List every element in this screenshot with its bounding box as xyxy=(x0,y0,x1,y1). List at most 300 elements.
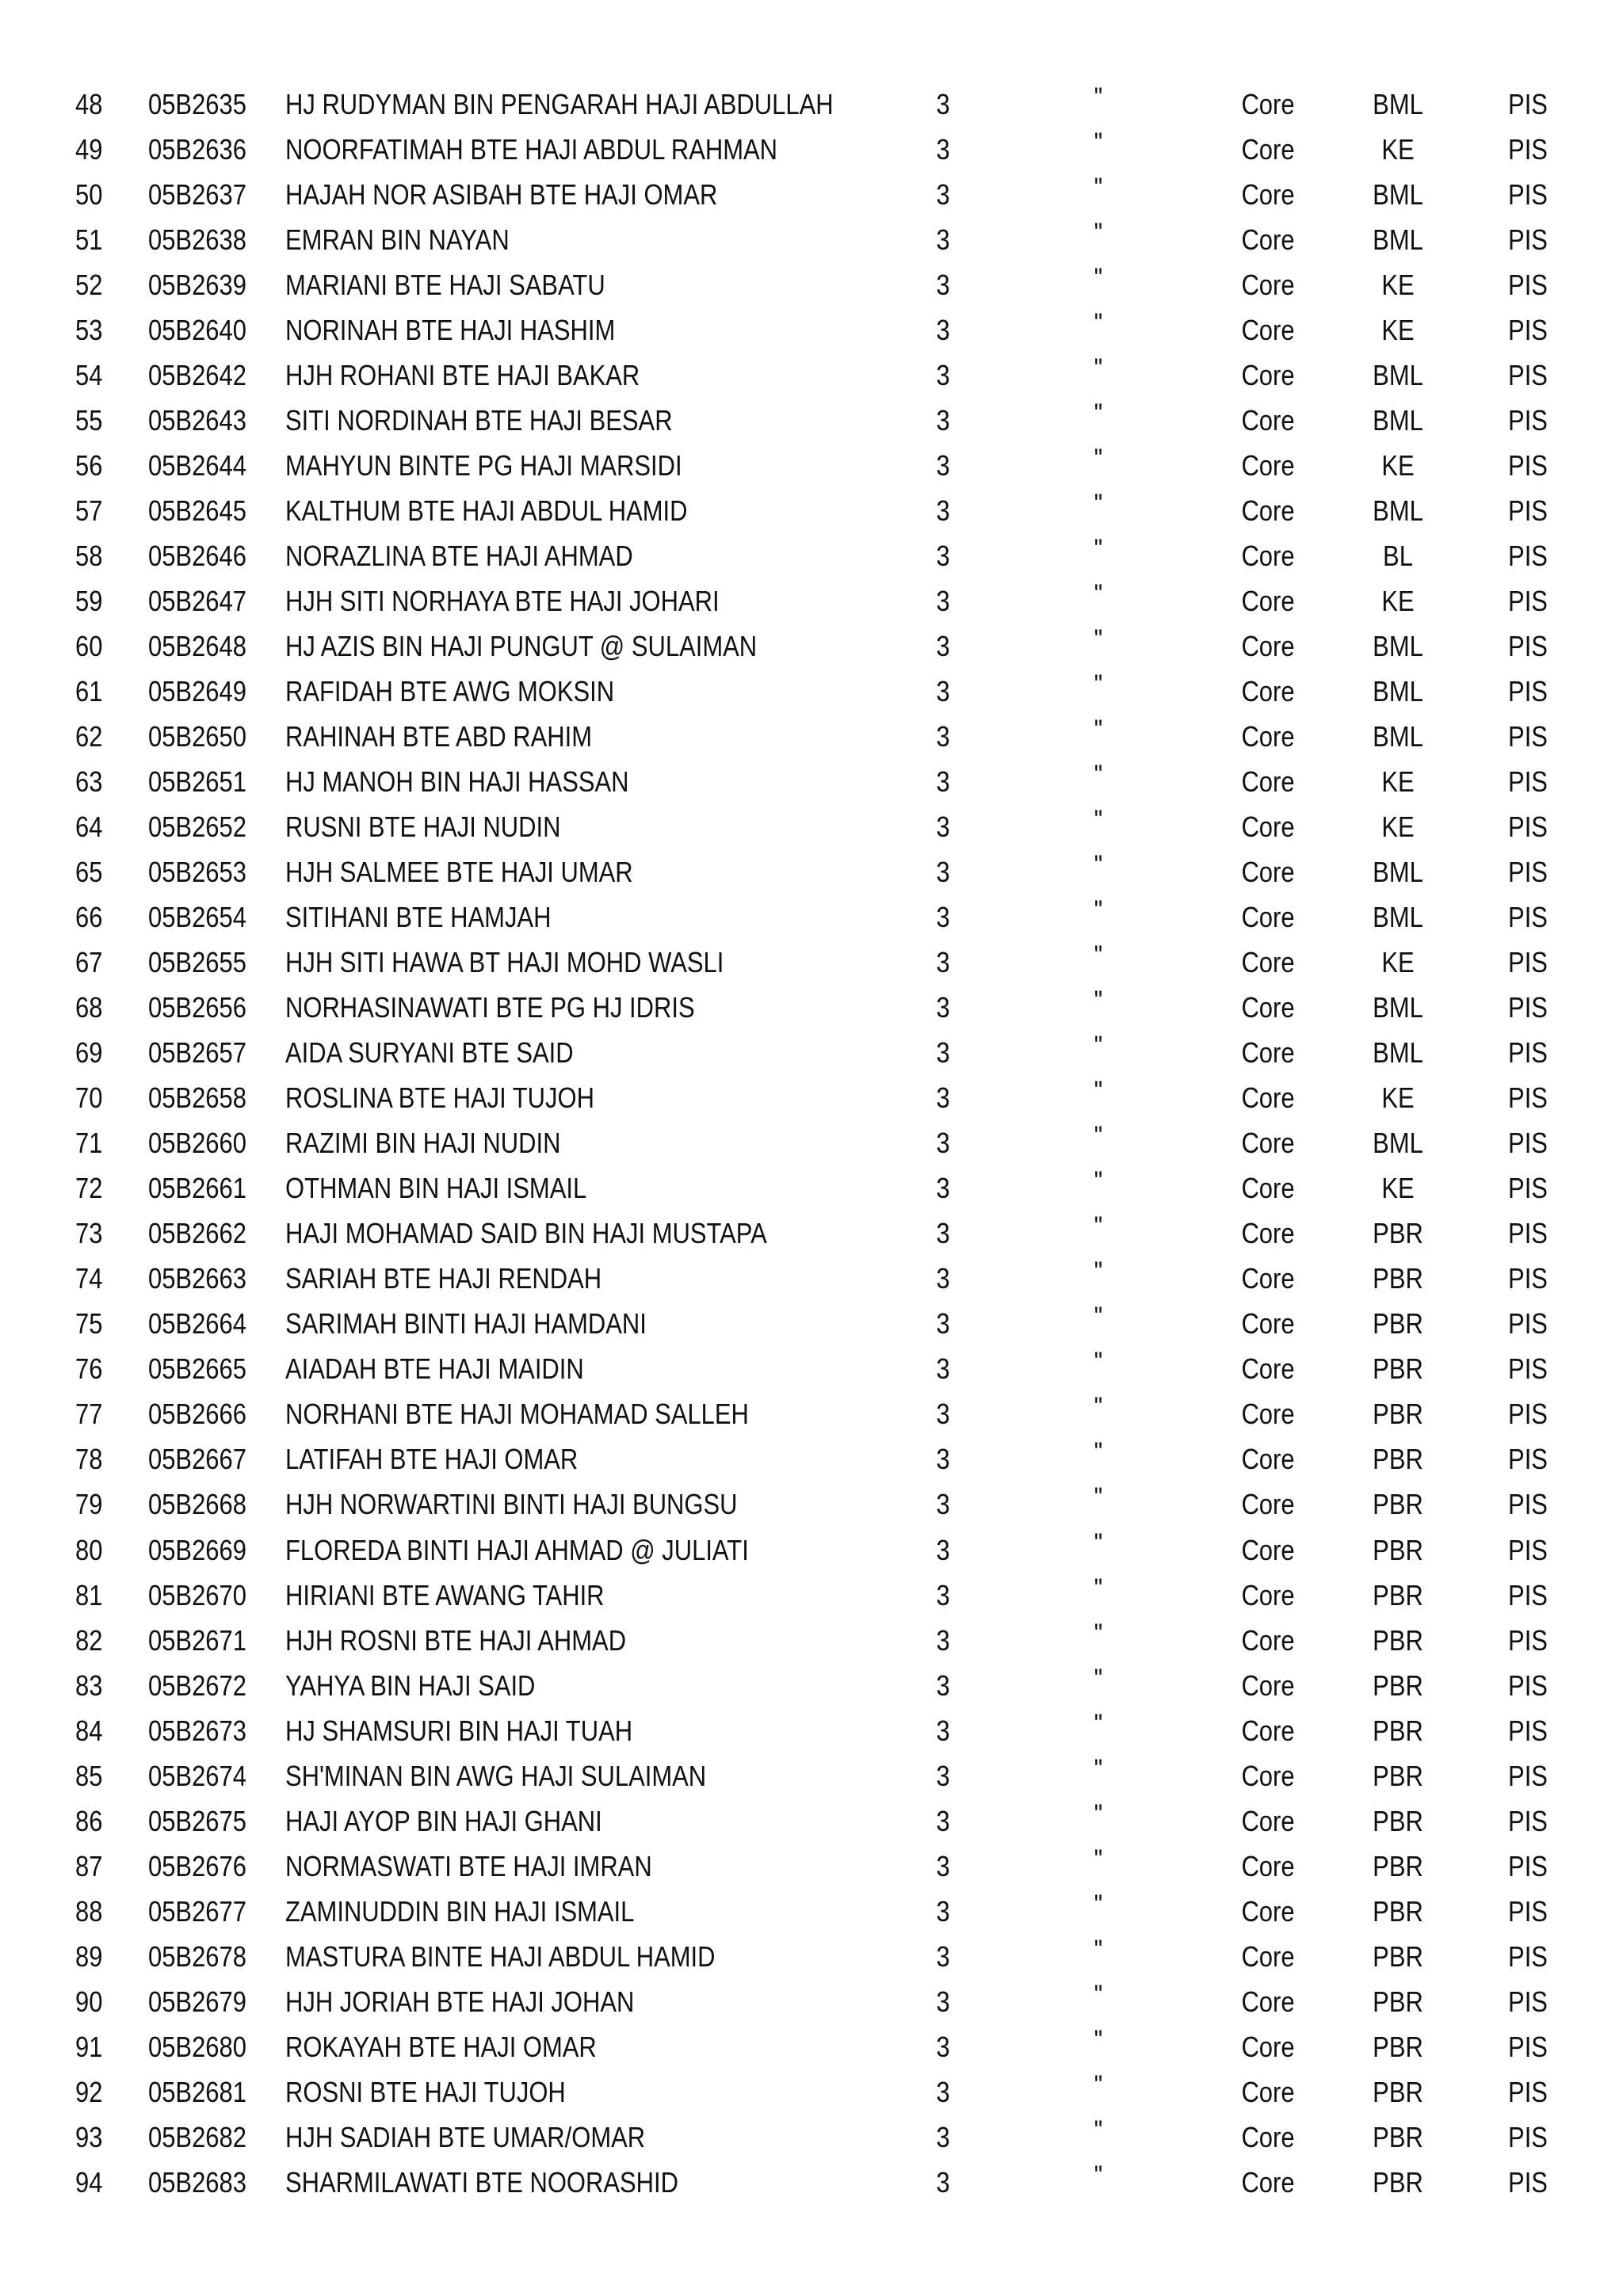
course-type-cell-text: Core xyxy=(1241,765,1295,799)
ditto-mark-cell-text: " xyxy=(1094,1663,1103,1694)
department-cell-text: PBR xyxy=(1373,1849,1423,1882)
programme-cell-text: PIS xyxy=(1508,1443,1548,1476)
programme-cell-text: PIS xyxy=(1508,856,1548,889)
programme-cell-text: PIS xyxy=(1508,1669,1548,1702)
course-type-cell-text: Core xyxy=(1241,494,1295,528)
course-type-cell-text: Core xyxy=(1241,1352,1295,1386)
student-id-cell: 05B2664 xyxy=(148,1307,246,1341)
department-cell-text: PBR xyxy=(1373,1623,1423,1657)
credit-cell-text: 3 xyxy=(936,314,950,347)
table-row xyxy=(0,1165,1623,1211)
table-row xyxy=(0,1708,1623,1753)
department-cell-text: BML xyxy=(1373,856,1423,889)
row-number-cell: 67 xyxy=(75,946,103,979)
programme-cell-text: PIS xyxy=(1508,630,1548,663)
row-number-cell: 82 xyxy=(75,1623,103,1657)
course-type-cell-text: Core xyxy=(1241,133,1295,166)
course-type-cell-text: Core xyxy=(1241,1714,1295,1747)
programme-cell-text: PIS xyxy=(1508,1307,1548,1341)
programme-cell-text: PIS xyxy=(1508,810,1548,844)
ditto-mark-cell-text: " xyxy=(1094,444,1103,475)
course-type-cell-text: Core xyxy=(1241,1488,1295,1521)
credit-cell-text: 3 xyxy=(936,1623,950,1657)
programme-cell-text: PIS xyxy=(1508,314,1548,347)
student-id-cell: 05B2669 xyxy=(148,1533,246,1566)
row-number-cell: 68 xyxy=(75,991,103,1024)
row-number-cell: 55 xyxy=(75,404,103,437)
student-name-cell: HJH SALMEE BTE HAJI UMAR xyxy=(285,856,633,889)
department-cell-text: PBR xyxy=(1373,2075,1423,2108)
programme-cell-text: PIS xyxy=(1508,1759,1548,1792)
row-number-cell: 86 xyxy=(75,1804,103,1837)
student-name-cell: HJ SHAMSURI BIN HAJI TUAH xyxy=(285,1714,633,1747)
department-cell-text: BML xyxy=(1373,630,1423,663)
student-name-cell: SH'MINAN BIN AWG HAJI SULAIMAN xyxy=(285,1759,707,1792)
row-number-cell: 53 xyxy=(75,314,103,347)
department-cell-text: BML xyxy=(1373,991,1423,1024)
row-number-cell: 57 xyxy=(75,494,103,528)
programme-cell-text: PIS xyxy=(1508,585,1548,618)
student-name-cell: SARIAH BTE HAJI RENDAH xyxy=(285,1262,602,1295)
ditto-mark-cell-text: " xyxy=(1094,1257,1103,1287)
row-number-cell: 65 xyxy=(75,856,103,889)
table-row xyxy=(0,533,1623,578)
programme-cell-text: PIS xyxy=(1508,720,1548,753)
credit-cell-text: 3 xyxy=(936,494,950,528)
department-cell-text: PBR xyxy=(1373,1714,1423,1747)
course-type-cell-text: Core xyxy=(1241,1036,1295,1070)
course-type-cell-text: Core xyxy=(1241,1985,1295,2018)
course-type-cell-text: Core xyxy=(1241,314,1295,347)
ditto-mark-cell-text: " xyxy=(1094,1302,1103,1333)
student-id-cell: 05B2673 xyxy=(148,1714,246,1747)
row-number-cell: 69 xyxy=(75,1036,103,1070)
course-type-cell-text: Core xyxy=(1241,88,1295,120)
course-type-cell-text: Core xyxy=(1241,1172,1295,1205)
student-id-cell: 05B2678 xyxy=(148,1939,246,1973)
student-name-cell: ROKAYAH BTE HAJI OMAR xyxy=(285,2030,597,2063)
programme-cell-text: PIS xyxy=(1508,404,1548,437)
student-name-cell: SARIMAH BINTI HAJI HAMDANI xyxy=(285,1307,647,1341)
department-cell-text: PBR xyxy=(1373,1217,1423,1250)
programme-cell-text: PIS xyxy=(1508,1217,1548,1250)
row-number-cell: 91 xyxy=(75,2030,103,2063)
table-row xyxy=(0,849,1623,894)
credit-cell-text: 3 xyxy=(936,223,950,257)
student-name-cell: HAJI MOHAMAD SAID BIN HAJI MUSTAPA xyxy=(285,1217,767,1250)
student-id-cell: 05B2637 xyxy=(148,178,246,212)
table-row xyxy=(0,1075,1623,1120)
programme-cell-text: PIS xyxy=(1508,991,1548,1024)
department-cell-text: BML xyxy=(1373,720,1423,753)
programme-cell-text: PIS xyxy=(1508,765,1548,799)
student-id-cell: 05B2665 xyxy=(148,1352,246,1386)
credit-cell-text: 3 xyxy=(936,946,950,979)
row-number-cell: 83 xyxy=(75,1669,103,1702)
programme-cell-text: PIS xyxy=(1508,494,1548,528)
department-cell-text: KE xyxy=(1381,449,1415,482)
student-id-cell: 05B2646 xyxy=(148,540,246,573)
programme-cell-text: PIS xyxy=(1508,133,1548,166)
ditto-mark-cell-text: " xyxy=(1094,715,1103,746)
student-id-cell: 05B2676 xyxy=(148,1849,246,1882)
student-name-cell: HIRIANI BTE AWANG TAHIR xyxy=(285,1578,605,1611)
credit-cell-text: 3 xyxy=(936,2075,950,2108)
course-type-cell-text: Core xyxy=(1241,540,1295,573)
student-id-cell: 05B2661 xyxy=(148,1172,246,1205)
credit-cell-text: 3 xyxy=(936,1127,950,1160)
row-number-cell: 88 xyxy=(75,1894,103,1928)
programme-cell-text: PIS xyxy=(1508,901,1548,934)
table-row xyxy=(0,1346,1623,1391)
programme-cell-text: PIS xyxy=(1508,1036,1548,1070)
course-type-cell-text: Core xyxy=(1241,1307,1295,1341)
student-name-cell: HJH NORWARTINI BINTI HAJI BUNGSU xyxy=(285,1488,738,1521)
ditto-mark-cell-text: " xyxy=(1094,1979,1103,2010)
programme-cell-text: PIS xyxy=(1508,359,1548,392)
table-row xyxy=(0,1979,1623,2024)
student-name-cell: HJH SITI HAWA BT HAJI MOHD WASLI xyxy=(285,946,724,979)
ditto-mark-cell-text: " xyxy=(1094,1573,1103,1604)
row-number-cell: 56 xyxy=(75,449,103,482)
credit-cell-text: 3 xyxy=(936,1488,950,1521)
credit-cell-text: 3 xyxy=(936,1352,950,1386)
programme-cell-text: PIS xyxy=(1508,1894,1548,1928)
student-name-cell: AIDA SURYANI BTE SAID xyxy=(285,1036,574,1070)
student-id-cell: 05B2663 xyxy=(148,1262,246,1295)
department-cell-text: PBR xyxy=(1373,1939,1423,1973)
ditto-mark-cell-text: " xyxy=(1094,2115,1103,2145)
row-number-cell: 78 xyxy=(75,1443,103,1476)
credit-cell-text: 3 xyxy=(936,1714,950,1747)
student-name-cell: RUSNI BTE HAJI NUDIN xyxy=(285,810,561,844)
ditto-mark-cell-text: " xyxy=(1094,353,1103,384)
ditto-mark-cell-text: " xyxy=(1094,986,1103,1016)
course-type-cell-text: Core xyxy=(1241,1849,1295,1882)
row-number-cell: 63 xyxy=(75,765,103,799)
student-id-cell: 05B2635 xyxy=(148,88,246,120)
credit-cell-text: 3 xyxy=(936,1262,950,1295)
student-name-cell: HAJI AYOP BIN HAJI GHANI xyxy=(285,1804,602,1837)
department-cell-text: PBR xyxy=(1373,1985,1423,2018)
ditto-mark-cell-text: " xyxy=(1094,1753,1103,1784)
ditto-mark-cell-text: " xyxy=(1094,308,1103,339)
table-row xyxy=(0,398,1623,443)
row-number-cell: 71 xyxy=(75,1127,103,1160)
ditto-mark-cell-text: " xyxy=(1094,1121,1103,1152)
department-cell-text: PBR xyxy=(1373,2120,1423,2153)
course-type-cell-text: Core xyxy=(1241,1623,1295,1657)
student-name-cell: HJH ROSNI BTE HAJI AHMAD xyxy=(285,1623,627,1657)
row-number-cell: 80 xyxy=(75,1533,103,1566)
programme-cell-text: PIS xyxy=(1508,1533,1548,1566)
programme-cell-text: PIS xyxy=(1508,2075,1548,2108)
ditto-mark-cell-text: " xyxy=(1094,1031,1103,1062)
course-type-cell-text: Core xyxy=(1241,1398,1295,1431)
ditto-mark-cell-text: " xyxy=(1094,534,1103,565)
row-number-cell: 77 xyxy=(75,1398,103,1431)
row-number-cell: 73 xyxy=(75,1217,103,1250)
student-name-cell: HJ RUDYMAN BIN PENGARAH HAJI ABDULLAH xyxy=(285,88,834,120)
department-cell-text: PBR xyxy=(1373,1669,1423,1702)
student-name-cell: NORHASINAWATI BTE PG HJ IDRIS xyxy=(285,991,695,1024)
course-type-cell-text: Core xyxy=(1241,269,1295,302)
department-cell-text: KE xyxy=(1381,810,1415,844)
department-cell-text: KE xyxy=(1381,946,1415,979)
programme-cell-text: PIS xyxy=(1508,1081,1548,1115)
credit-cell-text: 3 xyxy=(936,540,950,573)
ditto-mark-cell-text: " xyxy=(1094,1889,1103,1920)
course-type-cell-text: Core xyxy=(1241,810,1295,844)
department-cell-text: BML xyxy=(1373,494,1423,528)
student-id-cell: 05B2640 xyxy=(148,314,246,347)
table-row xyxy=(0,1573,1623,1618)
table-row xyxy=(0,307,1623,353)
ditto-mark-cell-text: " xyxy=(1094,895,1103,926)
row-number-cell: 49 xyxy=(75,133,103,166)
student-name-cell: ROSLINA BTE HAJI TUJOH xyxy=(285,1081,594,1115)
table-row xyxy=(0,669,1623,714)
ditto-mark-cell-text: " xyxy=(1094,263,1103,294)
row-number-cell: 81 xyxy=(75,1578,103,1611)
ditto-mark-cell-text: " xyxy=(1094,1076,1103,1107)
row-number-cell: 84 xyxy=(75,1714,103,1747)
student-name-cell: HJ AZIS BIN HAJI PUNGUT @ SULAIMAN xyxy=(285,630,758,663)
student-id-cell: 05B2675 xyxy=(148,1804,246,1837)
department-cell-text: PBR xyxy=(1373,2165,1423,2199)
department-cell-text: PBR xyxy=(1373,1804,1423,1837)
course-type-cell-text: Core xyxy=(1241,449,1295,482)
department-cell-text: PBR xyxy=(1373,1488,1423,1521)
student-name-cell: NORMASWATI BTE HAJI IMRAN xyxy=(285,1849,652,1882)
programme-cell-text: PIS xyxy=(1508,2120,1548,2153)
table-row xyxy=(0,578,1623,624)
student-name-cell: HJ MANOH BIN HAJI HASSAN xyxy=(285,765,629,799)
course-type-cell-text: Core xyxy=(1241,1939,1295,1973)
credit-cell-text: 3 xyxy=(936,1172,950,1205)
course-type-cell-text: Core xyxy=(1241,856,1295,889)
student-name-cell: AIADAH BTE HAJI MAIDIN xyxy=(285,1352,584,1386)
department-cell-text: KE xyxy=(1381,585,1415,618)
ditto-mark-cell-text: " xyxy=(1094,2069,1103,2100)
table-row xyxy=(0,2069,1623,2115)
student-id-cell: 05B2647 xyxy=(148,585,246,618)
table-row xyxy=(0,1211,1623,1256)
programme-cell-text: PIS xyxy=(1508,540,1548,573)
table-row xyxy=(0,1934,1623,1979)
row-number-cell: 59 xyxy=(75,585,103,618)
department-cell-text: PBR xyxy=(1373,2030,1423,2063)
student-id-cell: 05B2649 xyxy=(148,675,246,708)
credit-cell-text: 3 xyxy=(936,1081,950,1115)
student-name-cell: RAZIMI BIN HAJI NUDIN xyxy=(285,1127,561,1160)
course-type-cell-text: Core xyxy=(1241,901,1295,934)
course-type-cell-text: Core xyxy=(1241,675,1295,708)
student-id-cell: 05B2674 xyxy=(148,1759,246,1792)
student-id-cell: 05B2644 xyxy=(148,449,246,482)
student-id-cell: 05B2657 xyxy=(148,1036,246,1070)
table-row xyxy=(0,1844,1623,1889)
credit-cell-text: 3 xyxy=(936,1036,950,1070)
department-cell-text: PBR xyxy=(1373,1307,1423,1341)
department-cell-text: PBR xyxy=(1373,1533,1423,1566)
department-cell-text: BL xyxy=(1383,540,1413,573)
credit-cell-text: 3 xyxy=(936,720,950,753)
department-cell-text: BML xyxy=(1373,223,1423,257)
department-cell-text: PBR xyxy=(1373,1262,1423,1295)
row-number-cell: 74 xyxy=(75,1262,103,1295)
credit-cell-text: 3 xyxy=(936,133,950,166)
credit-cell-text: 3 xyxy=(936,856,950,889)
ditto-mark-cell-text: " xyxy=(1094,1166,1103,1197)
credit-cell-text: 3 xyxy=(936,2120,950,2153)
ditto-mark-cell-text: " xyxy=(1094,2024,1103,2055)
student-name-cell: NORINAH BTE HAJI HASHIM xyxy=(285,314,616,347)
ditto-mark-cell-text: " xyxy=(1094,579,1103,610)
student-id-cell: 05B2666 xyxy=(148,1398,246,1431)
row-number-cell: 62 xyxy=(75,720,103,753)
course-type-cell-text: Core xyxy=(1241,585,1295,618)
student-id-cell: 05B2656 xyxy=(148,991,246,1024)
credit-cell-text: 3 xyxy=(936,2165,950,2199)
department-cell-text: BML xyxy=(1373,178,1423,212)
department-cell-text: KE xyxy=(1381,765,1415,799)
programme-cell-text: PIS xyxy=(1508,1127,1548,1160)
department-cell-text: PBR xyxy=(1373,1759,1423,1792)
credit-cell-text: 3 xyxy=(936,2030,950,2063)
table-row xyxy=(0,759,1623,804)
credit-cell-text: 3 xyxy=(936,1939,950,1973)
course-type-cell-text: Core xyxy=(1241,720,1295,753)
credit-cell-text: 3 xyxy=(936,1985,950,2018)
table-row xyxy=(0,127,1623,172)
table-row xyxy=(0,2115,1623,2160)
course-type-cell-text: Core xyxy=(1241,359,1295,392)
department-cell-text: KE xyxy=(1381,133,1415,166)
student-id-cell: 05B2672 xyxy=(148,1669,246,1702)
credit-cell-text: 3 xyxy=(936,404,950,437)
student-id-cell: 05B2654 xyxy=(148,901,246,934)
student-id-cell: 05B2638 xyxy=(148,223,246,257)
student-id-cell: 05B2653 xyxy=(148,856,246,889)
table-row xyxy=(0,1436,1623,1482)
table-row xyxy=(0,443,1623,488)
course-type-cell-text: Core xyxy=(1241,1578,1295,1611)
programme-cell-text: PIS xyxy=(1508,223,1548,257)
programme-cell-text: PIS xyxy=(1508,1849,1548,1882)
student-id-cell: 05B2670 xyxy=(148,1578,246,1611)
row-number-cell: 92 xyxy=(75,2075,103,2108)
credit-cell-text: 3 xyxy=(936,88,950,120)
credit-cell-text: 3 xyxy=(936,901,950,934)
course-type-cell-text: Core xyxy=(1241,1127,1295,1160)
course-type-cell-text: Core xyxy=(1241,404,1295,437)
course-type-cell-text: Core xyxy=(1241,2075,1295,2108)
credit-cell-text: 3 xyxy=(936,675,950,708)
course-type-cell-text: Core xyxy=(1241,2030,1295,2063)
ditto-mark-cell-text: " xyxy=(1094,128,1103,158)
table-row xyxy=(0,714,1623,759)
ditto-mark-cell-text: " xyxy=(1094,2160,1103,2191)
student-name-cell: SITI NORDINAH BTE HAJI BESAR xyxy=(285,404,673,437)
department-cell-text: PBR xyxy=(1373,1352,1423,1386)
credit-cell-text: 3 xyxy=(936,1398,950,1431)
student-id-cell: 05B2651 xyxy=(148,765,246,799)
programme-cell-text: PIS xyxy=(1508,946,1548,979)
row-number-cell: 90 xyxy=(75,1985,103,2018)
student-id-cell: 05B2677 xyxy=(148,1894,246,1928)
course-type-cell-text: Core xyxy=(1241,1804,1295,1837)
credit-cell-text: 3 xyxy=(936,1804,950,1837)
student-name-cell: NOORFATIMAH BTE HAJI ABDUL RAHMAN xyxy=(285,133,778,166)
student-name-cell: FLOREDA BINTI HAJI AHMAD @ JULIATI xyxy=(285,1533,749,1566)
student-name-cell: OTHMAN BIN HAJI ISMAIL xyxy=(285,1172,587,1205)
credit-cell-text: 3 xyxy=(936,810,950,844)
table-row xyxy=(0,1301,1623,1346)
row-number-cell: 66 xyxy=(75,901,103,934)
department-cell-text: PBR xyxy=(1373,1894,1423,1928)
course-type-cell-text: Core xyxy=(1241,1081,1295,1115)
student-name-cell: KALTHUM BTE HAJI ABDUL HAMID xyxy=(285,494,688,528)
row-number-cell: 48 xyxy=(75,88,103,120)
department-cell-text: KE xyxy=(1381,1172,1415,1205)
table-row xyxy=(0,1256,1623,1301)
table-row xyxy=(0,1527,1623,1573)
table-row xyxy=(0,353,1623,398)
department-cell-text: KE xyxy=(1381,1081,1415,1115)
programme-cell-text: PIS xyxy=(1508,269,1548,302)
credit-cell-text: 3 xyxy=(936,630,950,663)
student-id-cell: 05B2679 xyxy=(148,1985,246,2018)
student-id-cell: 05B2667 xyxy=(148,1443,246,1476)
course-type-cell-text: Core xyxy=(1241,1533,1295,1566)
course-type-cell-text: Core xyxy=(1241,1217,1295,1250)
course-type-cell-text: Core xyxy=(1241,1669,1295,1702)
table-row xyxy=(0,624,1623,669)
credit-cell-text: 3 xyxy=(936,1307,950,1341)
student-name-cell: NORAZLINA BTE HAJI AHMAD xyxy=(285,540,633,573)
department-cell-text: BML xyxy=(1373,359,1423,392)
programme-cell-text: PIS xyxy=(1508,1352,1548,1386)
row-number-cell: 58 xyxy=(75,540,103,573)
table-row xyxy=(0,985,1623,1030)
programme-cell-text: PIS xyxy=(1508,1623,1548,1657)
table-row xyxy=(0,1798,1623,1844)
row-number-cell: 76 xyxy=(75,1352,103,1386)
credit-cell-text: 3 xyxy=(936,1759,950,1792)
student-name-cell: RAHINAH BTE ABD RAHIM xyxy=(285,720,593,753)
row-number-cell: 93 xyxy=(75,2120,103,2153)
student-id-cell: 05B2658 xyxy=(148,1081,246,1115)
credit-cell-text: 3 xyxy=(936,765,950,799)
row-number-cell: 50 xyxy=(75,178,103,212)
student-name-cell: YAHYA BIN HAJI SAID xyxy=(285,1669,536,1702)
row-number-cell: 75 xyxy=(75,1307,103,1341)
table-row xyxy=(0,488,1623,533)
department-cell-text: KE xyxy=(1381,269,1415,302)
student-id-cell: 05B2639 xyxy=(148,269,246,302)
programme-cell-text: PIS xyxy=(1508,449,1548,482)
student-id-cell: 05B2662 xyxy=(148,1217,246,1250)
ditto-mark-cell-text: " xyxy=(1094,1618,1103,1649)
credit-cell-text: 3 xyxy=(936,269,950,302)
student-name-cell: ROSNI BTE HAJI TUJOH xyxy=(285,2075,566,2108)
row-number-cell: 64 xyxy=(75,810,103,844)
course-type-cell-text: Core xyxy=(1241,2165,1295,2199)
row-number-cell: 89 xyxy=(75,1939,103,1973)
department-cell-text: KE xyxy=(1381,314,1415,347)
table-row xyxy=(0,172,1623,217)
